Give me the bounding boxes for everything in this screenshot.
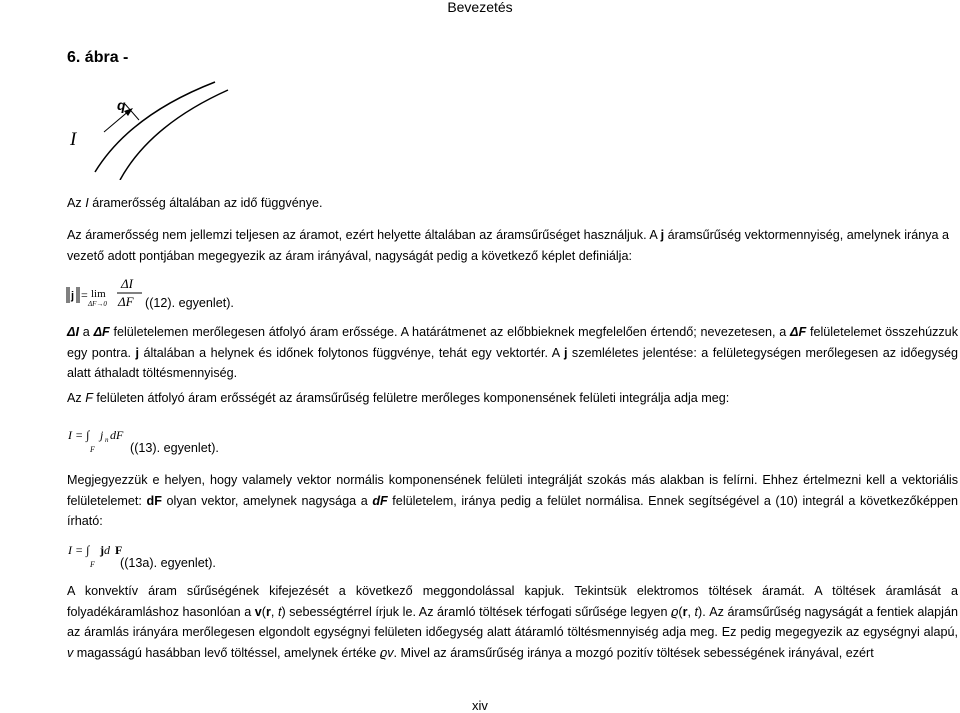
- text: j: [563, 345, 568, 360]
- equation-13a-label: ((13a). egyenlet).: [120, 556, 216, 570]
- equation-12-label: ((12). egyenlet).: [145, 296, 234, 310]
- text: felületelemen merőlegesen átfolyó áram erőssége. A határátmenet az előbbieknek megfelelően értendő; nevezetesen, a: [109, 325, 791, 339]
- text: r: [682, 604, 688, 619]
- text: szemléletes jelentése: a felületegységen merőlegesen az időegység alatt áthaladt töltésmennyiség.: [67, 345, 959, 380]
- page-number: xiv: [472, 698, 488, 713]
- text: Δ: [67, 325, 76, 339]
- text: áramsűrűség vektormennyiség, amelynek iránya a vezető adott pontjában megegyezik az áram irányával, nagyságát pedig a következő képlet definiálja:: [67, 228, 949, 263]
- paragraph-3: [67, 322, 958, 384]
- text: Az: [67, 196, 86, 210]
- text: felületelemet összehúzzuk egy pontra.: [67, 325, 958, 360]
- text: áramerősség általában az idő függvénye.: [88, 196, 323, 210]
- text: ,: [687, 604, 695, 619]
- text: r: [265, 604, 271, 619]
- equation-13-formula: [66, 422, 136, 454]
- text: ,: [270, 604, 278, 619]
- label-I: I: [70, 129, 77, 150]
- text: ϱ: [671, 604, 679, 619]
- text: ϱv: [379, 645, 394, 660]
- eq13a-lhs: I = ∫: [68, 543, 90, 557]
- text: t: [694, 604, 699, 619]
- text: d: [146, 493, 155, 508]
- text: (: [678, 604, 683, 619]
- eq13-j: j: [100, 428, 104, 442]
- text: A konvektív áram sűrűségének kifejezését a következő meggondolással kapjuk. Tekintsük elektromos töltések áramát. A töltések áramlását a folyadékáramláshoz hasonlóan a: [67, 584, 958, 619]
- eq13-lhs: I = ∫: [68, 428, 90, 442]
- text: v: [67, 645, 74, 660]
- paragraph-1: [67, 193, 958, 214]
- paragraph-5: [67, 470, 958, 532]
- text: ΔF: [790, 325, 807, 339]
- conductor-figure: [0, 80, 260, 180]
- text: (: [261, 604, 266, 619]
- conductor-outer-edge: [95, 82, 215, 172]
- text: F: [154, 493, 162, 508]
- eq13a-d: d: [104, 543, 110, 557]
- eq13-n: n: [105, 436, 109, 444]
- text: j: [660, 228, 665, 242]
- text: általában a helynek és időnek folytonos függvénye, tehát egy vektortér. A: [139, 345, 564, 360]
- text: Megjegyezzük e helyen, hogy valamely vektor normális komponensének felületi integrálját szokás más alakban is felírni. Ehhez értelmezni kell a vektoriális felületelemet:: [67, 473, 958, 508]
- eq12-denominator: ΔF: [118, 294, 134, 309]
- figure-title: 6. ábra -: [67, 49, 129, 66]
- text: a: [78, 325, 94, 339]
- paragraph-4: [67, 388, 958, 409]
- text: t: [277, 604, 282, 619]
- eq12-lim-sub: ΔF→0: [88, 300, 107, 308]
- eq13a-j: j: [100, 543, 104, 557]
- eq12-j: j: [71, 290, 75, 302]
- equation-12-formula: [66, 274, 156, 310]
- eq12-numerator: ΔI: [121, 276, 133, 291]
- text: Az áramerősség nem jellemzi teljesen az áramot, ezért helyette általában az áramsűrűséget használjuk. A: [67, 228, 661, 242]
- text: Az: [67, 391, 86, 405]
- eq13-int-sub: F: [90, 445, 95, 454]
- eq12-lim: lim: [91, 288, 106, 300]
- text: . Mivel az áramsűrűség iránya a mozgó pozitív töltések sebességének irányával, ezért: [393, 645, 874, 660]
- text: magasságú hasábban levő töltéssel, amelynek értéke: [73, 645, 380, 660]
- text: j: [135, 345, 139, 360]
- conductor-inner-edge: [120, 90, 228, 180]
- paragraph-6: [67, 581, 958, 663]
- text: F: [85, 391, 93, 405]
- equation-13-label: ((13). egyenlet).: [130, 441, 219, 455]
- text: ). Az áramsűrűség nagyságát a fentiek alapján az áramlás irányára merőlegesen elgondolt egységnyi felületen időegység alatt átáramló töltésmennyiség adja meg. Ez pedig megegyezik az egységnyi alapú,: [67, 604, 958, 639]
- eq13a-F: F: [115, 543, 123, 557]
- text: felületen átfolyó áram erősségét az áramsűrűség felületre merőleges komponensének felületi integrálja adja meg:: [92, 391, 730, 405]
- text: olyan vektor, amelynek nagysága a: [161, 493, 373, 508]
- text: ) sebességtérrel írjuk le. Az áramló töltések térfogati sűrűsége legyen: [281, 604, 672, 619]
- text: felületelem, iránya pedig a felület normálisa. Ennek segítségével a (10) integrál a következőképpen írható:: [67, 493, 958, 528]
- text: ΔF: [93, 325, 110, 339]
- text: dF: [372, 493, 388, 508]
- eq13-dF: dF: [110, 428, 124, 442]
- text: v: [254, 604, 262, 619]
- text: I: [85, 196, 89, 210]
- eq13a-int-sub: F: [90, 560, 95, 569]
- page-header-title: Bevezetés: [447, 0, 513, 15]
- equation-13a-formula: [66, 537, 126, 569]
- label-q: q: [117, 97, 126, 113]
- eq12-equals: =: [81, 288, 88, 302]
- text: I: [75, 325, 79, 339]
- paragraph-2: [67, 225, 958, 266]
